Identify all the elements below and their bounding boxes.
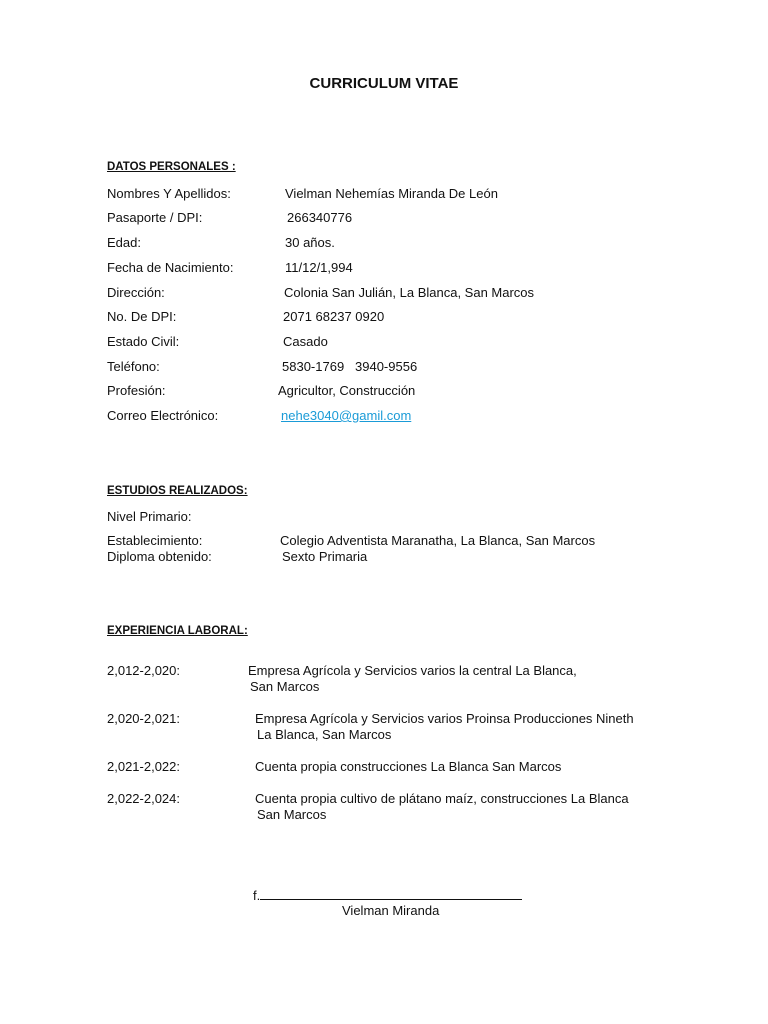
personal-label-name: Nombres Y Apellidos: bbox=[107, 186, 231, 201]
experience-description-cont: La Blanca, San Marcos bbox=[257, 727, 392, 742]
signature-line bbox=[253, 887, 522, 904]
signature-prefix: f. bbox=[253, 888, 261, 903]
personal-label-passport: Pasaporte / DPI: bbox=[107, 210, 203, 225]
signature-underline bbox=[260, 887, 522, 900]
experience-period: 2,021-2,022: bbox=[107, 759, 181, 774]
experience-period: 2,012-2,020: bbox=[107, 663, 181, 678]
personal-value-name: Vielman Nehemías Miranda De León bbox=[285, 186, 498, 201]
personal-label-address: Dirección: bbox=[107, 285, 165, 300]
personal-label-profession: Profesión: bbox=[107, 383, 166, 398]
experience-description: Empresa Agrícola y Servicios varios Proinsa Producciones Nineth bbox=[255, 711, 634, 726]
personal-label-email: Correo Electrónico: bbox=[107, 408, 219, 423]
studies-heading: ESTUDIOS REALIZADOS: bbox=[107, 485, 248, 497]
experience-description-cont: San Marcos bbox=[250, 679, 320, 694]
experience-description: Cuenta propia construcciones La Blanca San Marcos bbox=[255, 759, 562, 774]
studies-diploma-value: Sexto Primaria bbox=[282, 549, 368, 564]
personal-label-phone: Teléfono: bbox=[107, 359, 160, 374]
personal-value-dpi: 2071 68237 0920 bbox=[283, 309, 385, 324]
experience-description-cont: San Marcos bbox=[257, 807, 327, 822]
personal-value-age: 30 años. bbox=[285, 235, 335, 250]
experience-heading: EXPERIENCIA LABORAL: bbox=[107, 625, 248, 637]
personal-data-heading: DATOS PERSONALES : bbox=[107, 161, 236, 173]
experience-period: 2,022-2,024: bbox=[107, 791, 181, 806]
studies-diploma-label: Diploma obtenido: bbox=[107, 549, 212, 564]
personal-value-civil-status: Casado bbox=[283, 334, 328, 349]
signature-name: Vielman Miranda bbox=[342, 903, 440, 918]
experience-description: Cuenta propia cultivo de plátano maíz, construcciones La Blanca bbox=[255, 791, 629, 806]
studies-school-value: Colegio Adventista Maranatha, La Blanca, San Marcos bbox=[280, 533, 596, 548]
studies-level: Nivel Primario: bbox=[107, 509, 192, 524]
personal-value-address: Colonia San Julián, La Blanca, San Marcos bbox=[284, 285, 535, 300]
personal-label-age: Edad: bbox=[107, 235, 141, 250]
personal-value-birthdate: 11/12/1,994 bbox=[285, 260, 353, 275]
personal-label-birthdate: Fecha de Nacimiento: bbox=[107, 260, 234, 275]
experience-description: Empresa Agrícola y Servicios varios la central La Blanca, bbox=[248, 663, 577, 678]
personal-value-phone: 5830-1769 3940-9556 bbox=[282, 359, 418, 374]
personal-label-dpi: No. De DPI: bbox=[107, 309, 177, 324]
personal-value-profession: Agricultor, Construcción bbox=[278, 383, 416, 398]
experience-period: 2,020-2,021: bbox=[107, 711, 181, 726]
studies-school-label: Establecimiento: bbox=[107, 533, 203, 548]
email-link[interactable]: nehe3040@gamil.com bbox=[281, 408, 412, 423]
personal-value-passport: 266340776 bbox=[287, 210, 353, 225]
document-title: CURRICULUM VITAE bbox=[309, 75, 459, 92]
personal-label-civil-status: Estado Civil: bbox=[107, 334, 180, 349]
